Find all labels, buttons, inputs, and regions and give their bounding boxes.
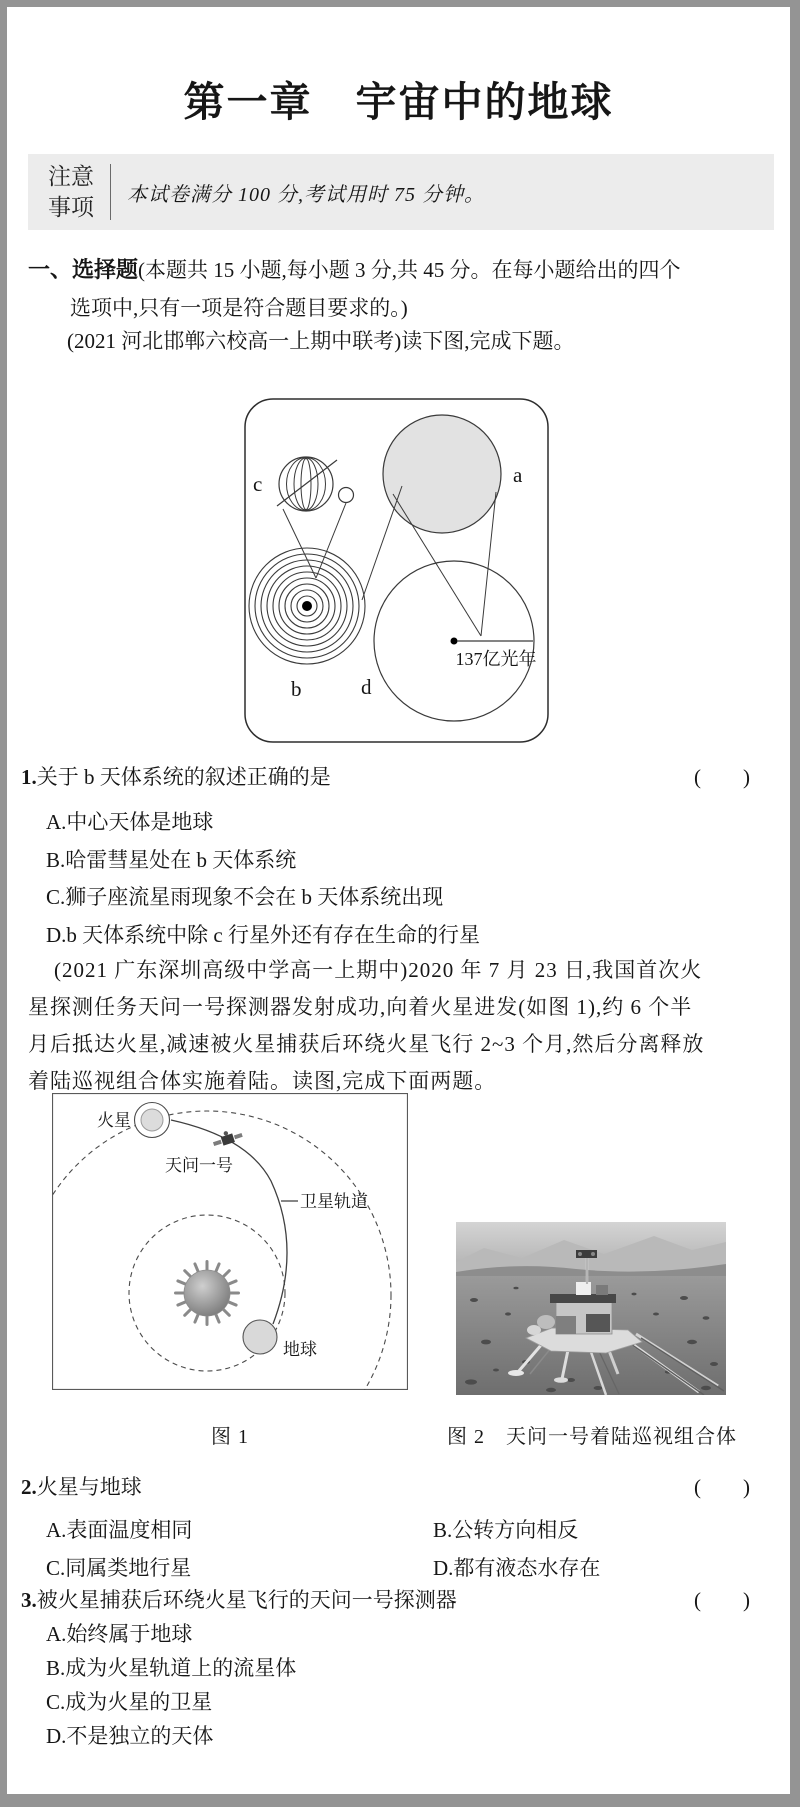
question-1-option-a: A.中心天体是地球 bbox=[46, 810, 214, 834]
notice-label-line2: 事项 bbox=[48, 194, 94, 220]
figure-1-orbit-diagram bbox=[52, 1093, 408, 1390]
question-2-option-b: B.公转方向相反 bbox=[433, 1518, 579, 1542]
question-2-options bbox=[46, 1511, 758, 1587]
diagram-label-d: d bbox=[361, 675, 372, 699]
system-c-earth-moon bbox=[277, 457, 354, 511]
question-1 bbox=[21, 761, 750, 791]
system-a-circle bbox=[383, 415, 501, 533]
diagram-label-c: c bbox=[253, 472, 263, 496]
moon-circle bbox=[339, 488, 354, 503]
question-1-option-c: C.狮子座流星雨现象不会在 b 天体系统出现 bbox=[46, 885, 444, 909]
diagram-label-a: a bbox=[513, 463, 523, 487]
system-d-center-dot bbox=[451, 638, 458, 645]
question-3-option-c: C.成为火星的卫星 bbox=[46, 1690, 213, 1714]
question-1-option-d: D.b 天体系统中除 c 行星外还有存在生命的行星 bbox=[46, 922, 480, 947]
question-3-number: 3. bbox=[21, 1588, 37, 1612]
intro-line-1: (2021 广东深圳高级中学高一上期中)2020 年 7 月 23 日,我国首次火 bbox=[54, 958, 703, 982]
question-2-answer-bracket: ( ) bbox=[694, 1475, 750, 1499]
question-1-options bbox=[46, 804, 480, 954]
question-1-answer-bracket: ( ) bbox=[694, 765, 750, 789]
question-2-option-c: C.同属类地行星 bbox=[46, 1556, 192, 1580]
mars-icon bbox=[135, 1103, 170, 1138]
diagram-label-b: b bbox=[291, 677, 302, 701]
earth-label: 地球 bbox=[283, 1340, 317, 1359]
question-2-option-a: A.表面温度相同 bbox=[46, 1518, 193, 1542]
notice-label bbox=[42, 161, 100, 223]
figure-1-caption: 图 1 bbox=[211, 1426, 249, 1448]
question-3 bbox=[21, 1584, 750, 1614]
probe-label: 天问一号 bbox=[165, 1156, 233, 1175]
question-3-stem: 3.被火星捕获后环绕火星飞行的天问一号探测器 bbox=[21, 1588, 457, 1612]
orbit-label: 卫星轨道 bbox=[300, 1192, 368, 1211]
question-group2-intro bbox=[28, 952, 780, 1100]
sun-icon bbox=[176, 1262, 239, 1325]
radius-label: 137亿光年 bbox=[455, 649, 537, 669]
celestial-systems-diagram bbox=[243, 396, 553, 749]
question-2-stem: 2.火星与地球 bbox=[21, 1475, 142, 1499]
figure-2-caption: 图 2 天问一号着陆巡视组合体 bbox=[447, 1426, 737, 1448]
question-1-stem: 1.关于 b 天体系统的叙述正确的是 bbox=[21, 765, 331, 789]
intro-line-4: 着陆巡视组合体实施着陆。读图,完成下面两题。 bbox=[28, 1069, 497, 1093]
section-heading bbox=[28, 253, 780, 284]
system-b-solar-system bbox=[249, 548, 365, 664]
zoom-line-c-b-left bbox=[283, 509, 316, 578]
question-3-options bbox=[46, 1617, 296, 1753]
question-3-option-b: B.成为火星轨道上的流星体 bbox=[46, 1656, 297, 1680]
question-2 bbox=[21, 1471, 750, 1501]
question-3-option-d: D.不是独立的天体 bbox=[46, 1724, 214, 1748]
section-heading-line2: 选项中,只有一项是符合题目要求的。) bbox=[70, 296, 408, 320]
sun-dot bbox=[302, 601, 312, 611]
question-2-option-d: D.都有液态水存在 bbox=[433, 1556, 601, 1580]
question-3-answer-bracket: ( ) bbox=[694, 1588, 750, 1612]
figure-2-lander-photo bbox=[456, 1222, 726, 1395]
intro-line-2: 星探测任务天问一号探测器发射成功,向着火星进发(如图 1),约 6 个半 bbox=[28, 995, 693, 1019]
question-1-number: 1. bbox=[21, 765, 37, 789]
question-2-number: 2. bbox=[21, 1475, 37, 1499]
question-3-option-a: A.始终属于地球 bbox=[46, 1622, 193, 1646]
mars-label: 火星 bbox=[97, 1111, 131, 1130]
earth-icon bbox=[243, 1320, 277, 1354]
exam-page bbox=[7, 7, 790, 1794]
notice-box bbox=[28, 154, 774, 230]
section-heading-rest: (本题共 15 小题,每小题 3 分,共 45 分。在每小题给出的四个 bbox=[138, 258, 681, 282]
page-title: 第一章 宇宙中的地球 bbox=[183, 79, 614, 125]
question-1-option-b: B.哈雷彗星处在 b 天体系统 bbox=[46, 847, 297, 872]
intro-line-3: 月后抵达火星,减速被火星捕获后环绕火星飞行 2~3 个月,然后分离释放 bbox=[28, 1032, 705, 1056]
zoom-line-a-b bbox=[362, 486, 402, 600]
notice-content: 本试卷满分 100 分,考试用时 75 分钟。 bbox=[127, 183, 485, 206]
section-heading-bold: 一、选择题 bbox=[28, 257, 139, 282]
notice-divider bbox=[110, 164, 111, 220]
question-group1-source: (2021 河北邯郸六校高一上期中联考)读下图,完成下题。 bbox=[67, 329, 575, 353]
notice-label-line1: 注意 bbox=[48, 163, 94, 189]
